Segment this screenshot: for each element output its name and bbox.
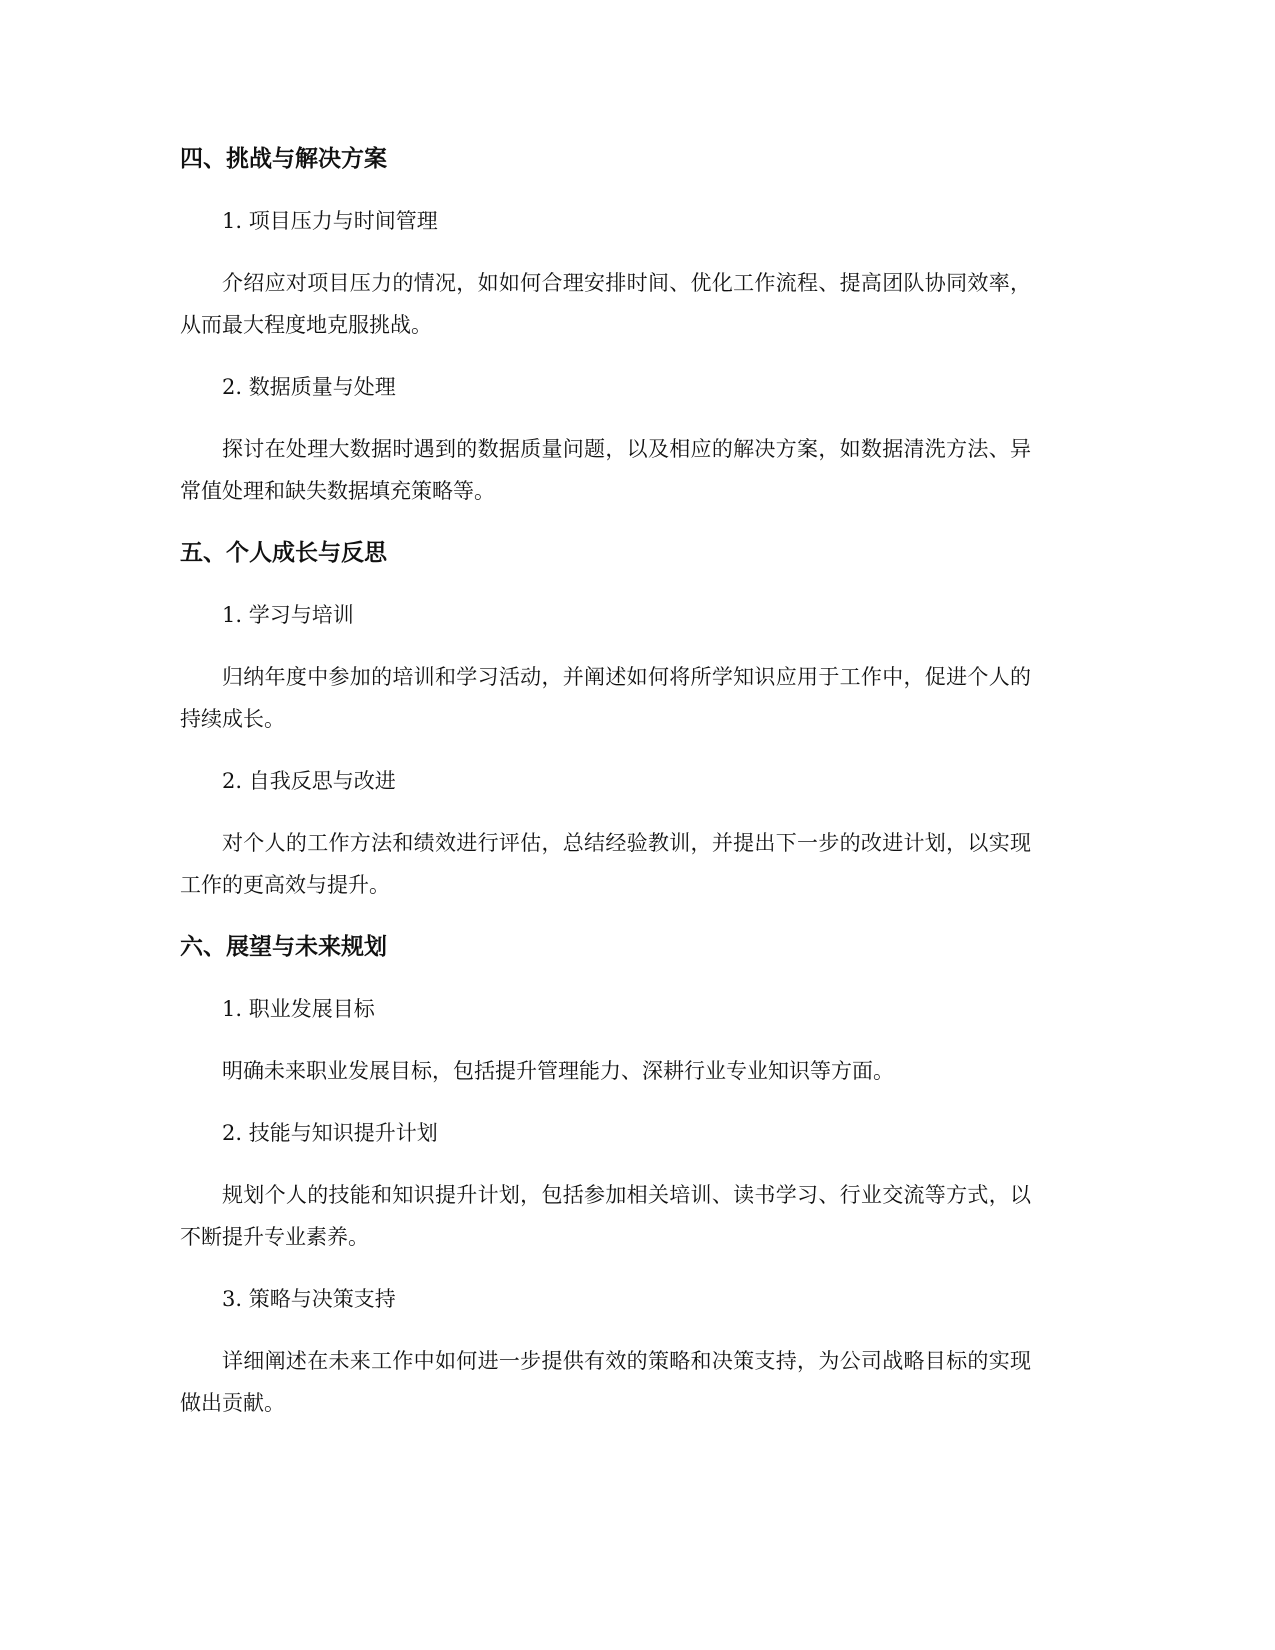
section-heading-challenges: 四、挑战与解决方案 — [180, 146, 387, 172]
subheading-career-goals: 1. 职业发展目标 — [222, 997, 375, 1021]
paragraph-learning-training: 归纳年度中参加的培训和学习活动，并阐述如何将所学知识应用于工作中，促进个人的持续成长。 — [180, 665, 1031, 731]
subheading-data-quality: 2. 数据质量与处理 — [222, 375, 396, 399]
section-heading-outlook: 六、展望与未来规划 — [180, 934, 387, 960]
document-page — [180, 138, 1031, 1444]
subheading-strategy-support: 3. 策略与决策支持 — [222, 1287, 396, 1311]
paragraph-project-pressure: 介绍应对项目压力的情况，如如何合理安排时间、优化工作流程、提高团队协同效率，从而最大程度地克服挑战。 — [180, 271, 1031, 337]
paragraph-career-goals: 明确未来职业发展目标，包括提升管理能力、深耕行业专业知识等方面。 — [222, 1059, 894, 1083]
paragraph-strategy-support: 详细阐述在未来工作中如何进一步提供有效的策略和决策支持，为公司战略目标的实现做出贡献。 — [180, 1349, 1031, 1415]
paragraph-self-reflection: 对个人的工作方法和绩效进行评估，总结经验教训，并提出下一步的改进计划，以实现工作的更高效与提升。 — [180, 831, 1031, 897]
paragraph-skills-plan: 规划个人的技能和知识提升计划，包括参加相关培训、读书学习、行业交流等方式，以不断提升专业素养。 — [180, 1183, 1031, 1249]
subheading-skills-plan: 2. 技能与知识提升计划 — [222, 1121, 438, 1145]
paragraph-data-quality: 探讨在处理大数据时遇到的数据质量问题，以及相应的解决方案，如数据清洗方法、异常值处理和缺失数据填充策略等。 — [180, 437, 1031, 503]
section-heading-growth: 五、个人成长与反思 — [180, 540, 387, 566]
subheading-self-reflection: 2. 自我反思与改进 — [222, 769, 396, 793]
subheading-project-pressure: 1. 项目压力与时间管理 — [222, 209, 438, 233]
subheading-learning-training: 1. 学习与培训 — [222, 603, 354, 627]
